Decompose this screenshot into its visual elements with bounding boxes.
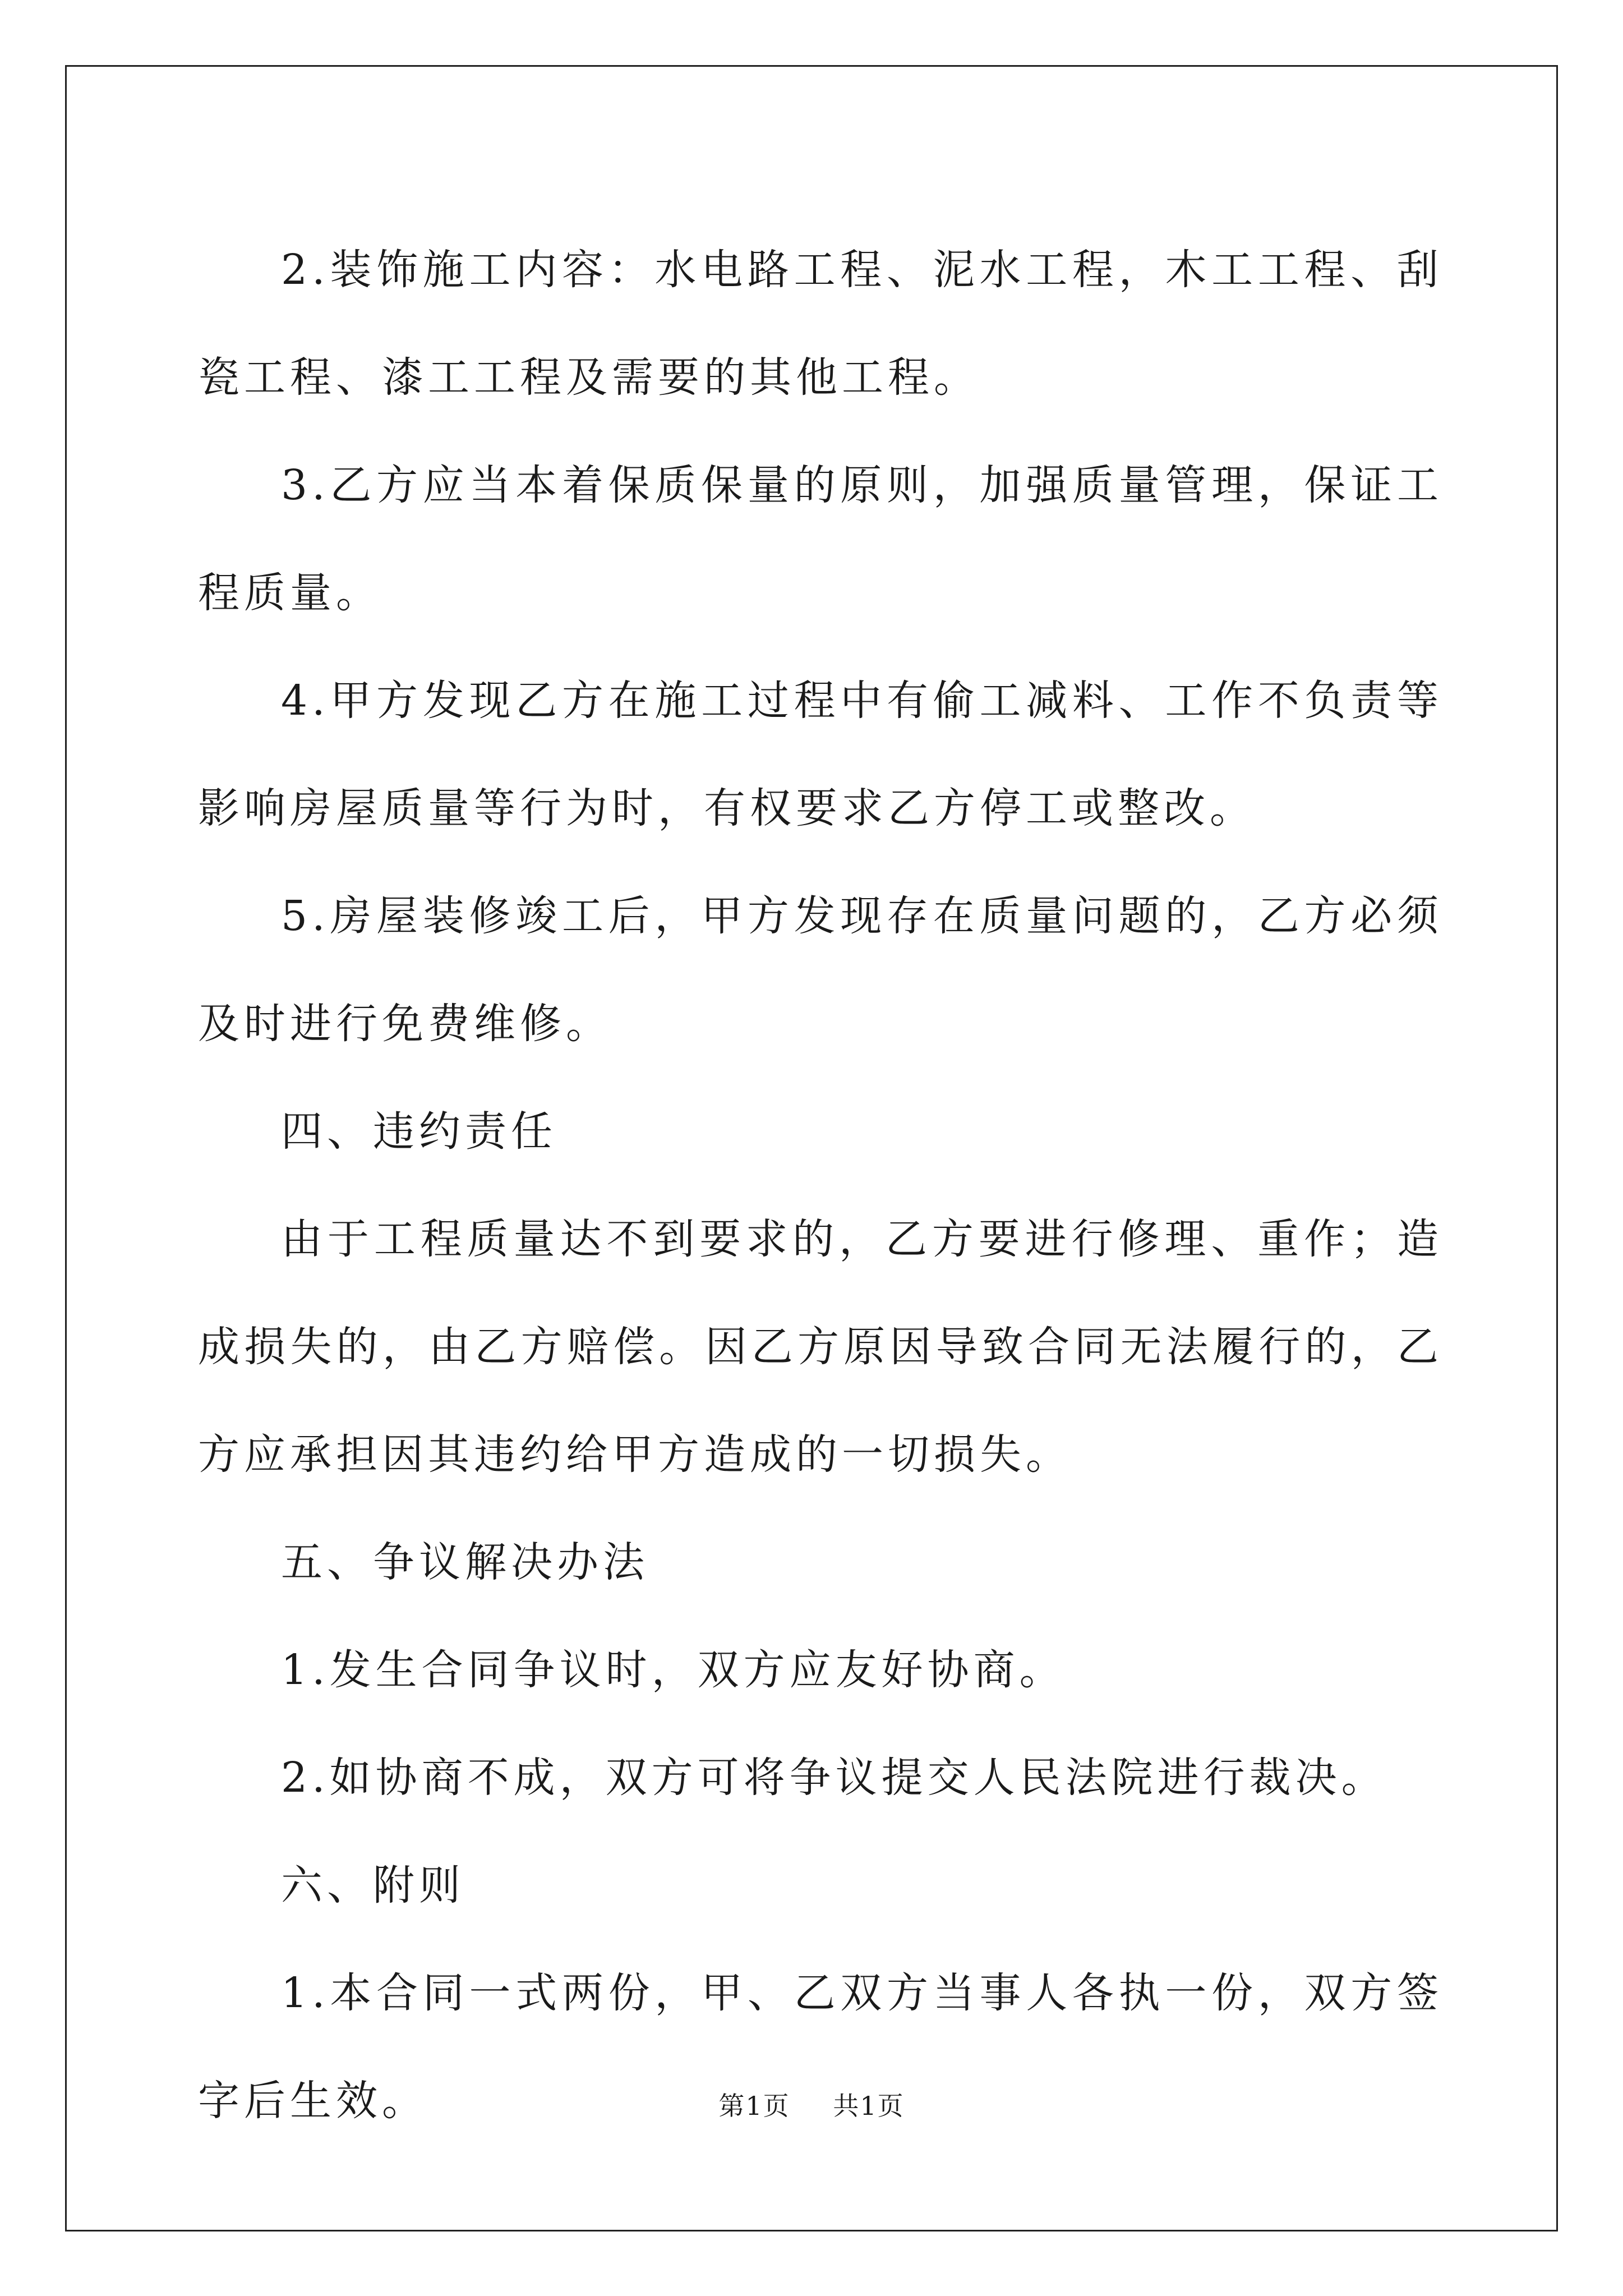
page-footer: [0, 2086, 1623, 2123]
clause-3-quality-principle: 3.乙方应当本着保质保量的原则，加强质量管理，保证工程质量。: [198, 461, 1443, 617]
page-number-total: 共1页: [833, 2091, 905, 2121]
document-body: [198, 216, 1443, 2155]
appendix-clause-1: 1.本合同一式两份，甲、乙双方当事人各执一份，双方签字后生效。: [198, 1969, 1443, 2125]
section-heading-appendix: 六、附则: [281, 1861, 465, 1910]
page-number-current: 第1页: [718, 2091, 790, 2121]
breach-liability-text: 由于工程质量达不到要求的，乙方要进行修理、重作；造成损失的，由乙方赔偿。因乙方原因导致合同无法履行的，乙方应承担因其违约给甲方造成的一切损失。: [198, 1215, 1443, 1479]
dispute-clause-2: 2.如协商不成，双方可将争议提交人民法院进行裁决。: [281, 1754, 1387, 1802]
clause-4-rectification-right: 4.甲方发现乙方在施工过程中有偷工减料、工作不负责等影响房屋质量等行为时，有权要求乙方停工或整改。: [198, 677, 1443, 832]
section-heading-dispute: 五、争议解决办法: [281, 1538, 649, 1586]
section-heading-breach: 四、违约责任: [281, 1107, 557, 1156]
dispute-clause-1: 1.发生合同争议时，双方应友好协商。: [281, 1646, 1066, 1694]
clause-2-construction-content: 2.装饰施工内容：水电路工程、泥水工程，木工工程、刮瓷工程、漆工工程及需要的其他工程。: [198, 246, 1443, 402]
clause-5-free-repair: 5.房屋装修竣工后，甲方发现存在质量问题的，乙方必须及时进行免费维修。: [198, 892, 1443, 1048]
